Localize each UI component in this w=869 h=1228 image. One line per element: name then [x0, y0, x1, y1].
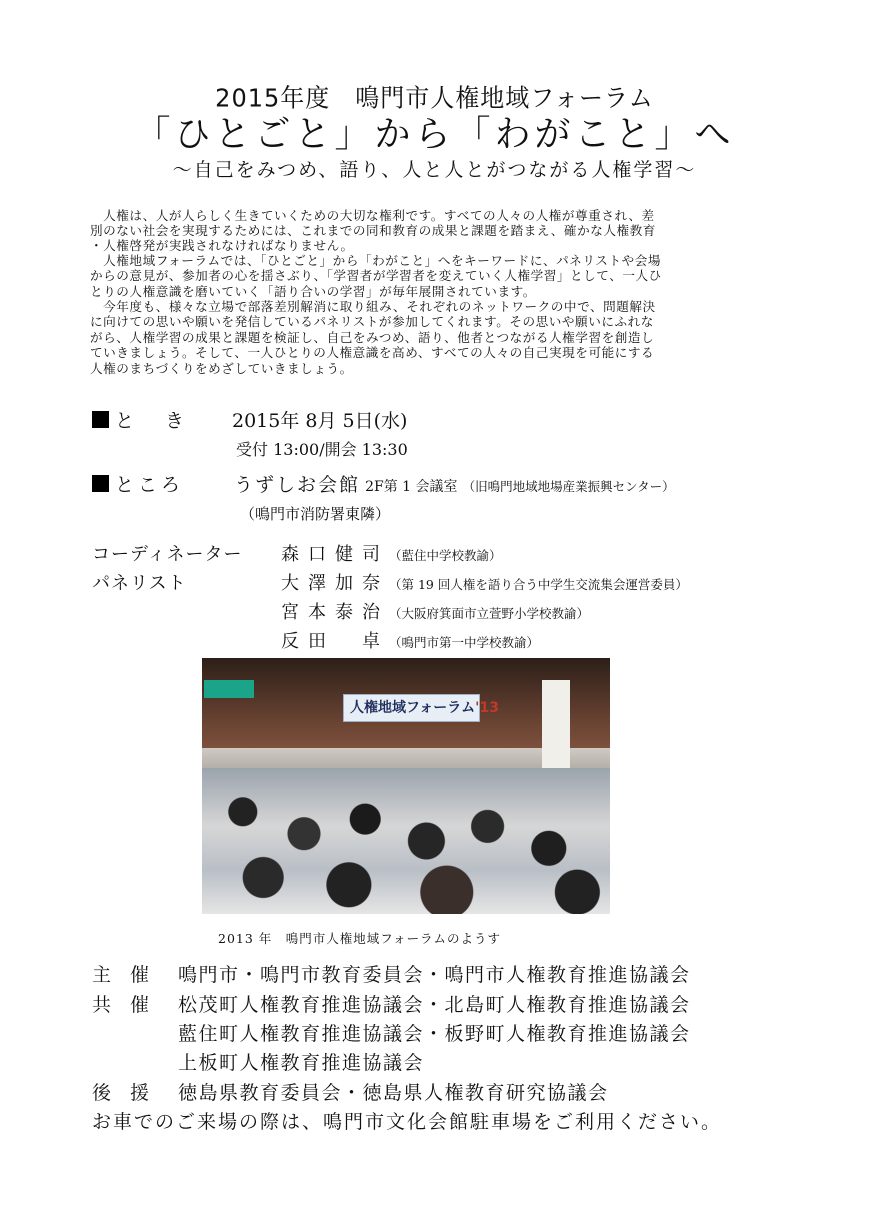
banner-title: 人権地域フォーラム: [350, 700, 476, 716]
when-label-group: [92, 409, 190, 433]
intro-line: 人権は、人が人らしく生きていくための大切な権利です。すべての人々の人権が尊重され、差: [90, 208, 655, 223]
when-label: と き: [115, 410, 191, 432]
cohost-value: 上板町人権教育推進協議会: [178, 1052, 425, 1074]
person-name: 森口健司: [281, 544, 389, 565]
intro-line: 今年度も、様々な立場で部落差別解消に取り組み、それぞれのネットワークの中で、問題解決: [90, 299, 656, 314]
cohost-value: 松茂町人権教育推進協議会・北島町人権教育推進協議会: [178, 994, 691, 1016]
event-date: 2015年 8月 5日(水): [232, 410, 408, 432]
person-name: 反田 卓: [281, 631, 389, 652]
person-name: 宮本泰治: [281, 602, 389, 623]
support-label: 後 援: [92, 1082, 150, 1104]
event-year-title: 2015年度 鳴門市人権地域フォーラム: [215, 83, 654, 113]
subtitle: ～自己をみつめ、語り、人と人とがつながる人権学習～: [172, 159, 697, 181]
where-label-group: [92, 473, 184, 497]
exit-sign: [204, 680, 254, 698]
venue-former-name: （旧鳴門地域地場産業振興センター）: [462, 479, 675, 494]
venue-name: うずしお会館: [234, 474, 361, 496]
main-title: 「ひとごと」から「わがこと」へ: [134, 114, 735, 155]
venue-room: 2F第 1 会議室: [365, 479, 458, 495]
cohost-label: 共 催: [92, 994, 150, 1016]
intro-line: とりの人権意識を磨いていく「語り合いの学習」が毎年展開されています。: [90, 284, 536, 299]
event-time: 受付 13:00/開会 13:30: [236, 440, 408, 459]
cohost-value: 藍住町人権教育推進協議会・板野町人権教育推進協議会: [178, 1023, 691, 1045]
host-label: 主 催: [92, 964, 150, 986]
square-bullet-icon: [92, 475, 109, 492]
person-name: 大澤加奈: [281, 573, 389, 594]
intro-line: ていきましょう。そして、一人ひとりの人権意識を高め、すべての人々の自己実現を可能にする: [90, 345, 655, 360]
support-value: 徳島県教育委員会・徳島県人権教育研究協議会: [178, 1082, 609, 1104]
person-affiliation: （大阪府箕面市立萱野小学校教諭）: [389, 606, 590, 621]
banner-text: [350, 697, 499, 717]
panelist-label: パネリスト: [92, 573, 187, 594]
intro-line: 別のない社会を実現するためには、これまでの同和教育の成果と課題を踏まえ、確かな人権教育: [90, 223, 656, 238]
venue-note: （鳴門市消防署東隣）: [240, 505, 391, 523]
where-label: ところ: [115, 474, 185, 496]
venue-line: [234, 473, 675, 499]
banner-year: '13: [475, 700, 499, 716]
intro-line: 人権のまちづくりをめざしていきましょう。: [90, 361, 353, 376]
square-bullet-icon: [92, 411, 109, 428]
host-value: 鳴門市・鳴門市教育委員会・鳴門市人権教育推進協議会: [178, 964, 691, 986]
forum-banner: [343, 694, 499, 722]
person-affiliation: （藍住中学校教諭）: [389, 548, 502, 563]
intro-line: ・人権啓発が実践されなければなりません。: [90, 238, 354, 253]
intro-line: に向けての思いや願いを発信しているパネリストが参加してくれます。その思いや願いにふれな: [90, 314, 654, 329]
person-row: [281, 598, 589, 624]
audience: [202, 768, 610, 914]
person-row: [281, 540, 502, 566]
parking-note: お車でのご来場の際は、鳴門市文化会館駐車場をご利用ください。: [92, 1111, 723, 1133]
photo-caption: 2013 年 鳴門市人権地域フォーラムのようす: [218, 931, 502, 946]
forum-photo: [202, 658, 610, 914]
intro-line: がら、人権学習の成果と課題を検証し、自己をみつめ、語り、他者とつながる人権学習を創造し: [90, 330, 655, 345]
person-affiliation: （第 19 回人権を語り合う中学生交流集会運営委員）: [389, 577, 688, 592]
person-row: [281, 627, 539, 653]
person-row: [281, 569, 688, 595]
person-affiliation: （鳴門市第一中学校教諭）: [389, 635, 540, 650]
intro-line: からの意見が、参加者の心を揺さぶり、「学習者が学習者を変えていく人権学習」として、一人ひ: [90, 268, 662, 283]
intro-line: 人権地域フォーラムでは、「ひとごと」から「わがこと」へをキーワードに、パネリストや会場: [90, 253, 662, 268]
coordinator-label: コーディネーター: [92, 544, 243, 565]
